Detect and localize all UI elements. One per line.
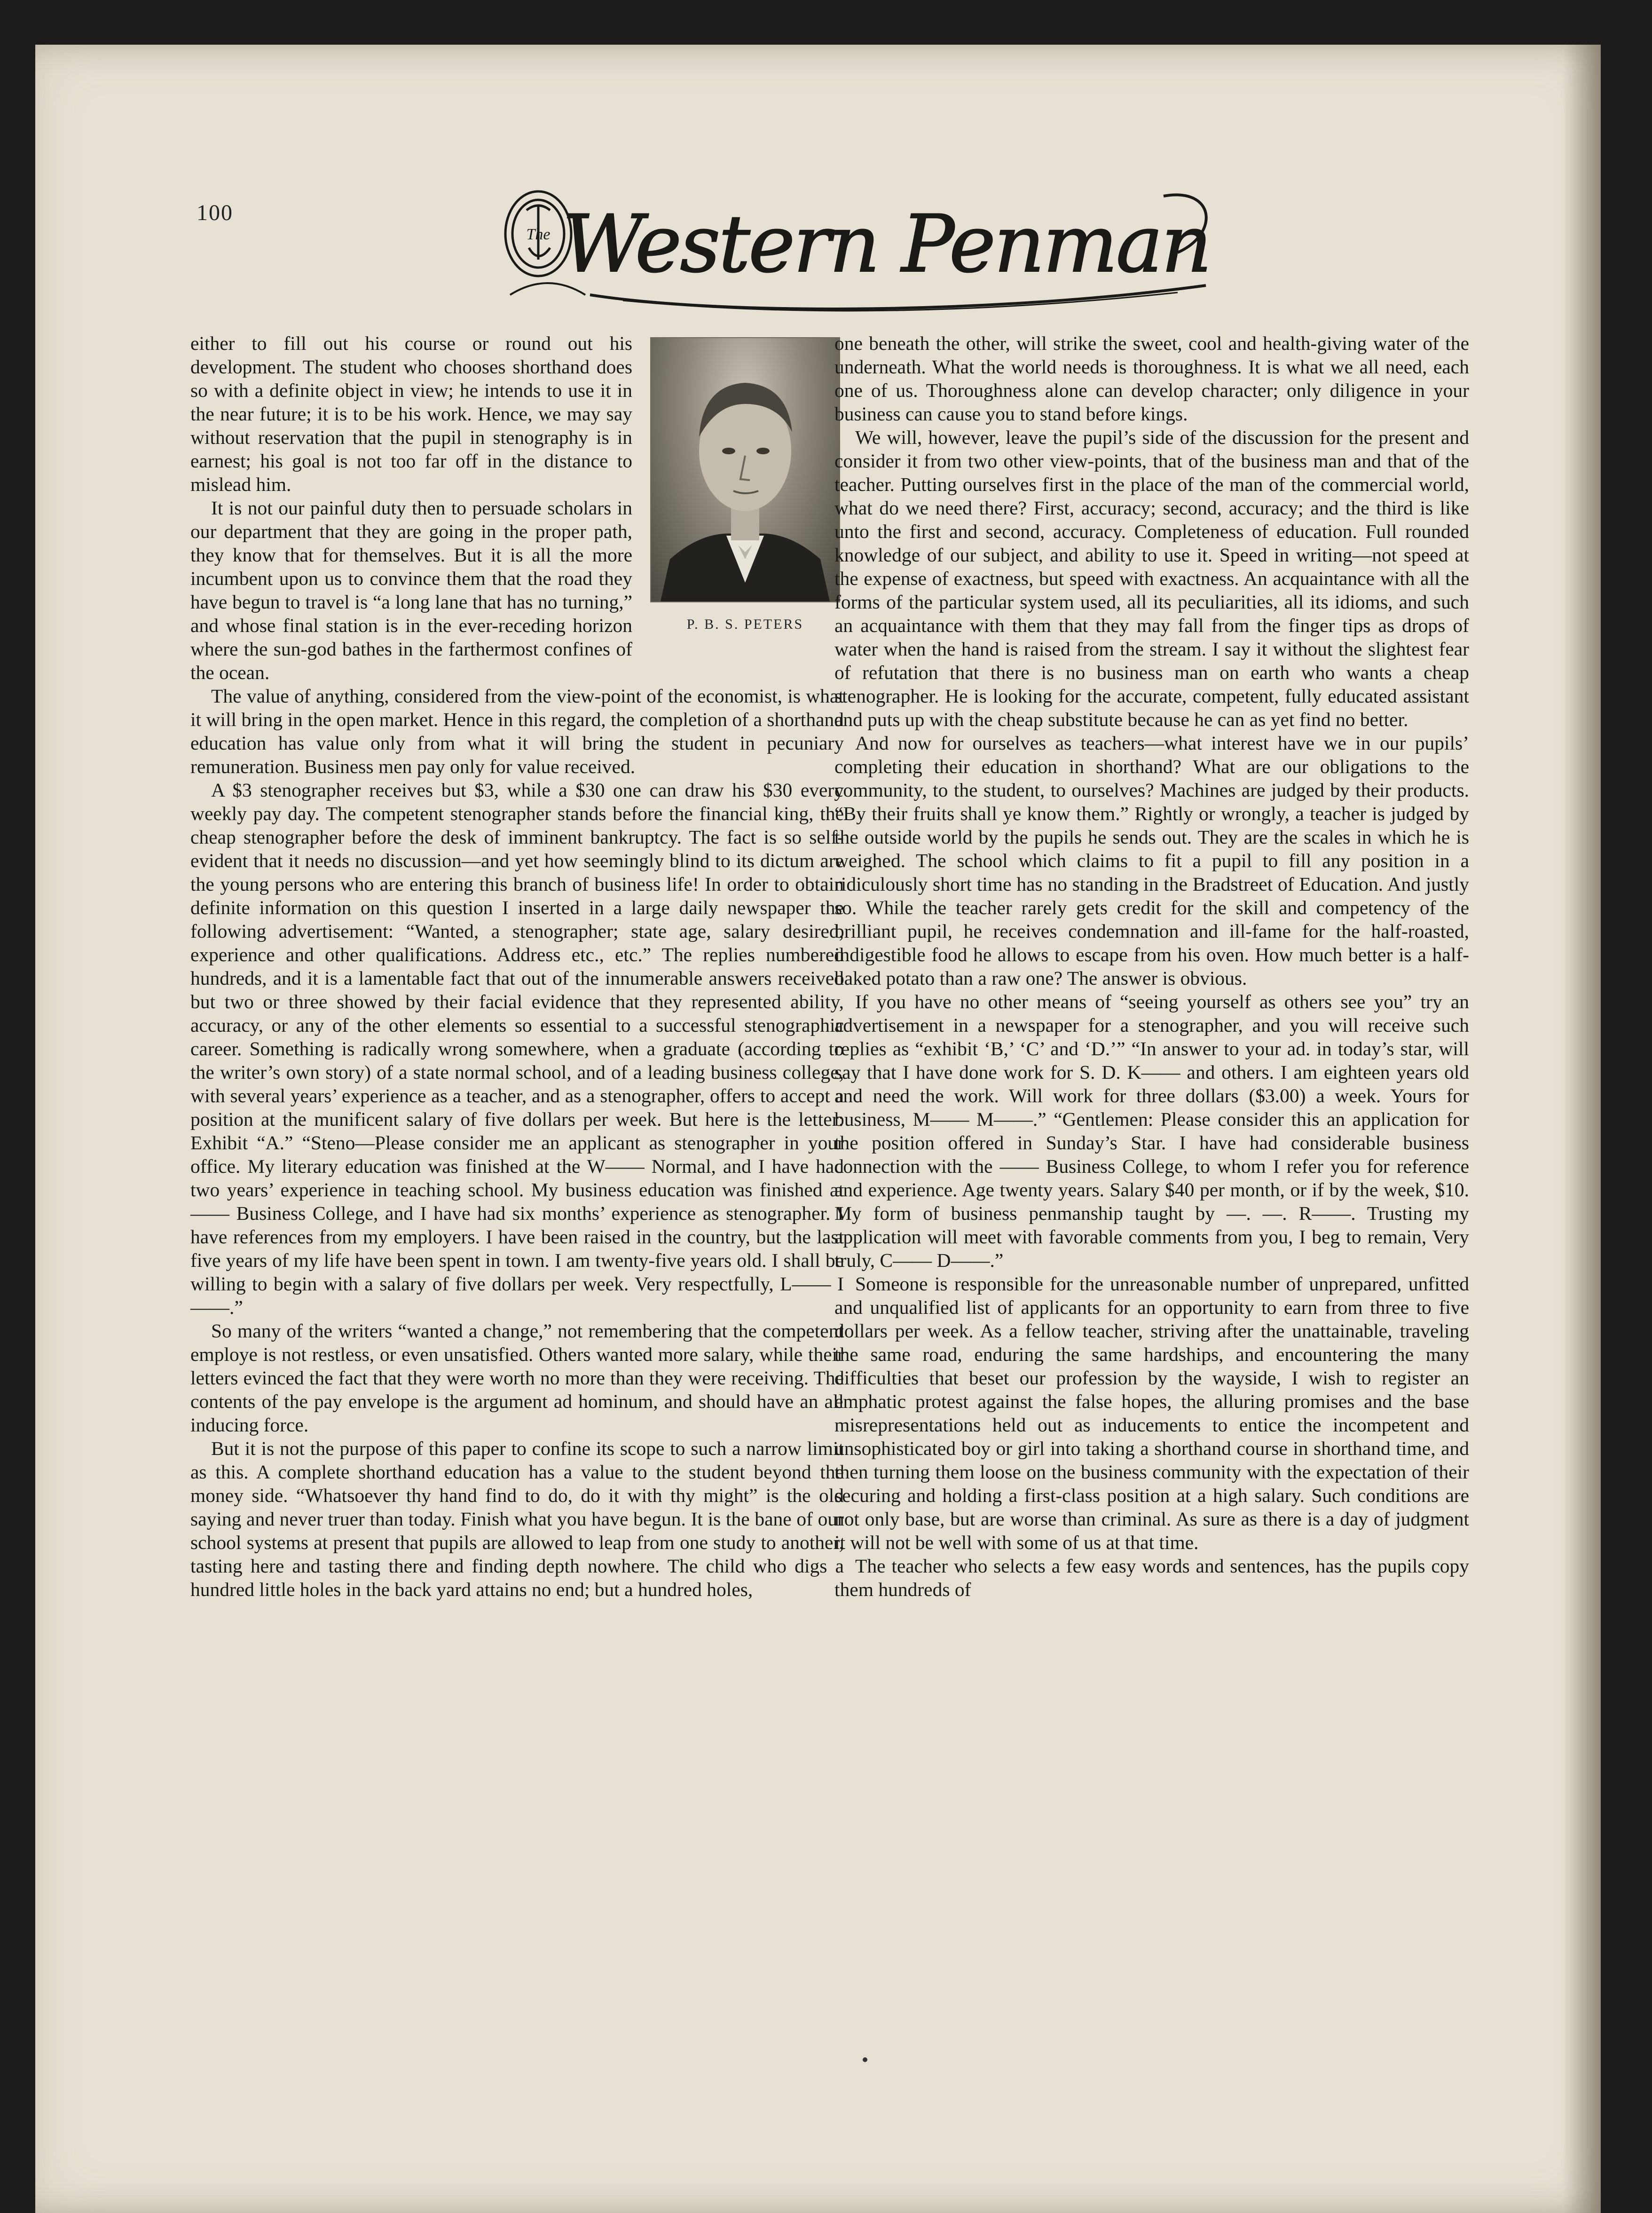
page-number: 100: [197, 200, 233, 225]
portrait-photo: [650, 337, 840, 602]
left-paragraph-3: The value of anything, considered from the view-point of the economist, is what it will bring in the open market. Hence in this regard, the completion of a shorthand education has value only from what it will bring the student in pecuniary remuneration. Business men pay only for value received.: [190, 685, 844, 777]
portrait-illustration: [651, 338, 839, 601]
portrait-caption: P. B. S. PETERS: [686, 616, 804, 632]
portrait-block: [646, 337, 844, 636]
left-paragraph-2: It is not our painful duty then to persuade scholars in our department that they are going in the proper path, they know that for themselves. But it is all the more incumbent upon us to convince them that the road they have begun to travel is “a long lane that has no turning,” and whose final station is in the ever-receding horizon where the sun-god bathes in the farthermost confines of the ocean.: [190, 497, 632, 683]
left-column: [190, 332, 844, 1601]
right-paragraph-5: Someone is responsible for the unreasonable number of unprepared, unfitted and unqualified list of applicants for an opportunity to earn from three to five dollars per week. As a fellow teacher, striving after the unattainable, traveling the same road, enduring the same hardships, and encountering the many difficulties that beset our profession by the wayside, I wish to register an emphatic protest against the false hopes, the alluring promises and the base misrepresentations held out as inducements to entice the incompetent and unsophisticated boy or girl into taking a shorthand course in shorthand time, and then turning them loose on the business community with the expectation of their securing and holding a first-class position at a high salary. Such conditions are not only base, but are worse than criminal. As sure as there is a day of judgment it will not be well with some of us at that time.: [834, 1273, 1469, 1553]
right-paragraph-4: If you have no other means of “seeing yourself as others see you” try an advertisement in a newspaper for a stenographer, and you will receive such replies as “exhibit ‘B,’ ‘C’ and ‘D.’” “In answer to your ad. in today’s star, will say that I have done work for S. D. K—— and others. I am eighteen years old and need the work. Will work for three dollars ($3.00) a week. Yours for business, M—— M——.” “Gentlemen: Please consider this an application for the position offered in Sunday’s Star. I have had considerable business connection with the —— Business College, to whom I refer you for reference and experience. Age twenty years. Salary $40 per month, or if by the week, $10. My form of business penmanship taught by —. —. R——. Trusting my application will meet with favorable comments from you, I beg to remain, Very truly, C—— D——.”: [834, 991, 1469, 1271]
right-paragraph-3: And now for ourselves as teachers—what interest have we in our pupils’ completing their education in shorthand? What are our obligations to the community, to the student, to ourselves? Machines are judged by their products. “By their fruits shall ye know them.” Rightly or wrongly, a teacher is judged by the outside world by the pupils he sends out. They are the scales in which he is weighed. The school which claims to fit a pupil to fill any position in a ridiculously short time has no standing in the Bradstreet of Education. And justly so. While the teacher rarely gets credit for the skill and competency of the brilliant pupil, he receives condemnation and ill-fame for the half-roasted, indigestible food he allows to escape from his oven. How much better is a half-baked potato than a raw one? The answer is obvious.: [834, 732, 1469, 989]
left-paragraph-4: A $3 stenographer receives but $3, while a $30 one can draw his $30 every weekly pay day. The competent stenographer stands before the financial king, the cheap stenographer before the desk of imminent bankruptcy. The fact is so self-evident that it needs no discussion—and yet how seemingly blind to its dictum are the young persons who are entering this branch of business life! In order to obtain definite information on this question I inserted in a large daily newspaper the following advertisement: “Wanted, a stenographer; state age, salary desired, experience and other qualifications. Address etc., etc.” The replies numbered hundreds, and it is a lamentable fact that out of the innumerable answers received but two or three showed by their facial evidence that they represented ability, accuracy, or any of the other elements so essential to a successful stenographic career. Something is radically wrong somewhere, when a graduate (according to the writer’s own story) of a state normal school, and of a leading business college, with several years’ experience as a teacher, and as a stenographer, offers to accept a position at the munificent salary of five dollars per week. But here is the letter: Exhibit “A.” “Steno—Please consider me an applicant as stenographer in your office. My literary education was finished at the W—— Normal, and I have had two years’ experience in teaching school. My business education was finished at —— Business College, and I have had six months’ experience as stenographer. I have references from my employers. I have been raised in the country, but the last five years of my life have been spent in town. I am twenty-five years old. I shall be willing to begin with a salary of five dollars per week. Very respectfully, L—— I——.”: [190, 779, 844, 1318]
magazine-page: [35, 45, 1601, 2213]
left-paragraph-1-text: either to fill out his course or round out his development. The student who chooses shorthand does so with a definite object in view; he intends to use it in the near future; it is to be his work. Hence, we may say without reservation that the pupil in stenography is in earnest; his goal is not too far off in the distance to mislead him.: [190, 332, 632, 495]
right-paragraph-2: We will, however, leave the pupil’s side of the discussion for the present and consider it from two other view-points, that of the business man and that of the teacher. Putting ourselves first in the place of the man of the commercial world, what do we need there? First, accuracy; second, accuracy; and the third is like unto the first and second, accuracy. Completeness of education. Full rounded knowledge of our subject, and ability to use it. Speed in writing—not speed at the expense of exactness, but speed with exactness. An acquaintance with all the forms of the particular system used, all its peculiarities, all its idioms, and such an acquaintance with them that they may fall from the finger tips as drops of water when the hand is raised from the stream. I say it without the slightest fear of refutation that there is no business man on earth who wants a cheap stenographer. He is looking for the accurate, competent, fully educated assistant and puts up with the cheap substitute because he can as yet find no better.: [834, 427, 1469, 730]
masthead-title: Western Penman: [562, 198, 1211, 290]
right-paragraph-1: one beneath the other, will strike the sweet, cool and health-giving water of the underneath. What the world needs is thoroughness. It is what we all need, each one of us. Thoroughness alone can develop character; only diligence in your business can cause you to stand before kings.: [834, 332, 1469, 425]
right-paragraph-6: The teacher who selects a few easy words and sentences, has the pupils copy them hundreds of: [834, 1555, 1469, 1600]
right-column: [834, 332, 1469, 1601]
left-paragraph-5: So many of the writers “wanted a change,” not remembering that the competent employe is not restless, or even unsatisfied. Others wanted more salary, while their letters evinced the fact that they were worth no more than they were receiving. The contents of the pay envelope is the argument ad hominum, and should have an all inducing force.: [190, 1320, 844, 1436]
western-penman-logo: [482, 177, 1220, 318]
left-paragraph-6: But it is not the purpose of this paper to confine its scope to such a narrow limit as this. A complete shorthand education has a value to the student beyond the money side. “Whatsoever thy hand find to do, do it with thy might” is the old saying and never truer than today. Finish what you have begun. It is the bane of our school systems at present that pupils are allowed to leap from one study to another, tasting here and tasting there and finding depth nowhere. The child who digs a hundred little holes in the back yard attains no end; but a hundred holes,: [190, 1438, 844, 1600]
monogram-text: The: [526, 226, 551, 243]
masthead-logo: [482, 177, 1220, 318]
page-footer-mark: [863, 2057, 867, 2062]
